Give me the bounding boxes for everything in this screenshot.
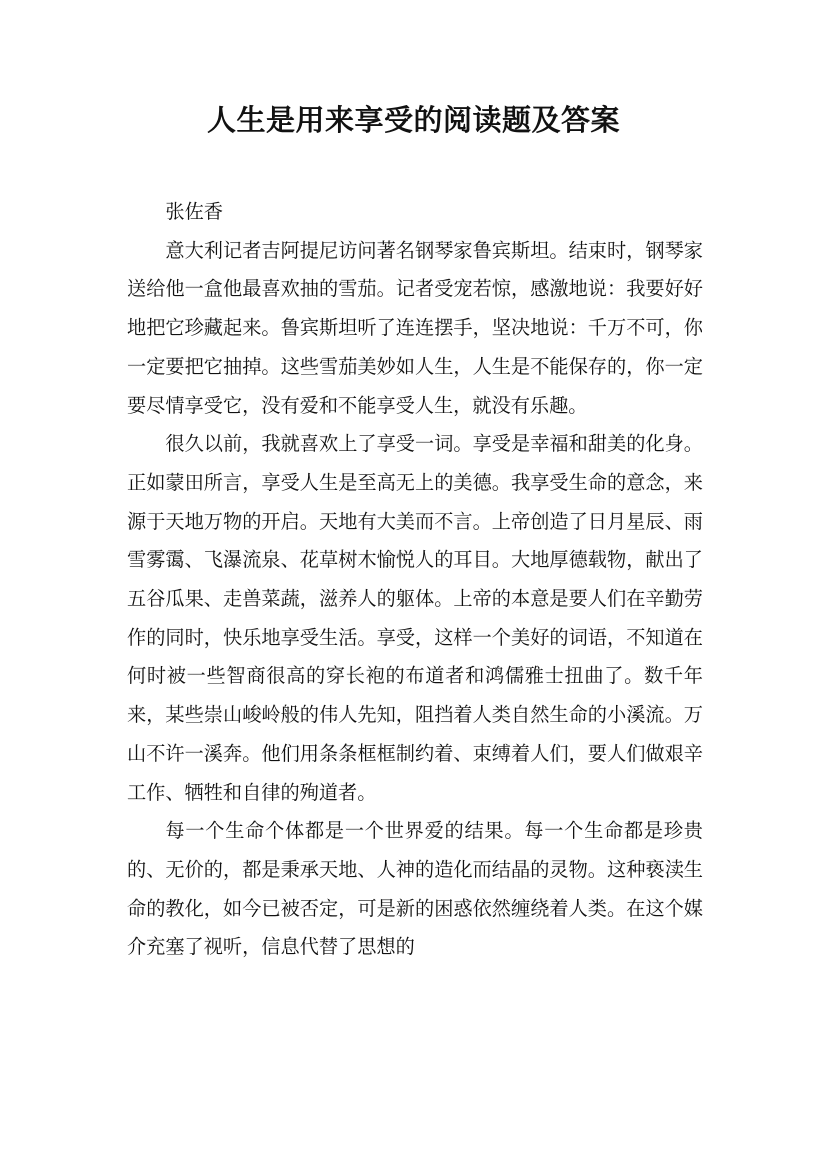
paragraph-2: 很久以前，我就喜欢上了享受一词。享受是幸福和甜美的化身。正如蒙田所言，享受人生是至高无上的美德。我享受生命的意念，来源于天地万物的开启。天地有大美而不言。上帝创造了日月星辰、雨雪雾霭、飞瀑流泉、花草树木愉悦人的耳目。大地厚德载物，献出了五谷瓜果、走兽菜蔬，滋养人的躯体。上帝的本意是要人们在辛勤劳作的同时，快乐地享受生活。享受，这样一个美好的词语，不知道在何时被一些智商很高的穿长袍的布道者和鸿儒雅士扭曲了。数千年来，某些崇山峻岭般的伟人先知，阻挡着人类自然生命的小溪流。万山不许一溪奔。他们用条条框框制约着、束缚着人们，要人们做艰辛工作、牺牲和自律的殉道者。: [127, 432, 703, 804]
paragraph-1: 意大利记者吉阿提尼访问著名钢琴家鲁宾斯坦。结束时，钢琴家送给他一盒他最喜欢抽的雪茄。记者受宠若惊，感激地说：我要好好地把它珍藏起来。鲁宾斯坦听了连连摆手，坚决地说：千万不可，你一定要把它抽掉。这些雪茄美妙如人生，人生是不能保存的，你一定要尽情享受它，没有爱和不能享受人生，就没有乐趣。: [127, 238, 703, 417]
document-body: [127, 193, 703, 967]
paragraph-3: 每一个生命个体都是一个世界爱的结果。每一个生命都是珍贵的、无价的，都是秉承天地、人神的造化而结晶的灵物。这种亵渎生命的教化，如今已被否定，可是新的困惑依然缠绕着人类。在这个媒介充塞了视听，信息代替了思想的: [127, 819, 703, 959]
document-title: 人生是用来享受的阅读题及答案: [206, 103, 620, 137]
author-name: 张佐香: [165, 200, 223, 223]
